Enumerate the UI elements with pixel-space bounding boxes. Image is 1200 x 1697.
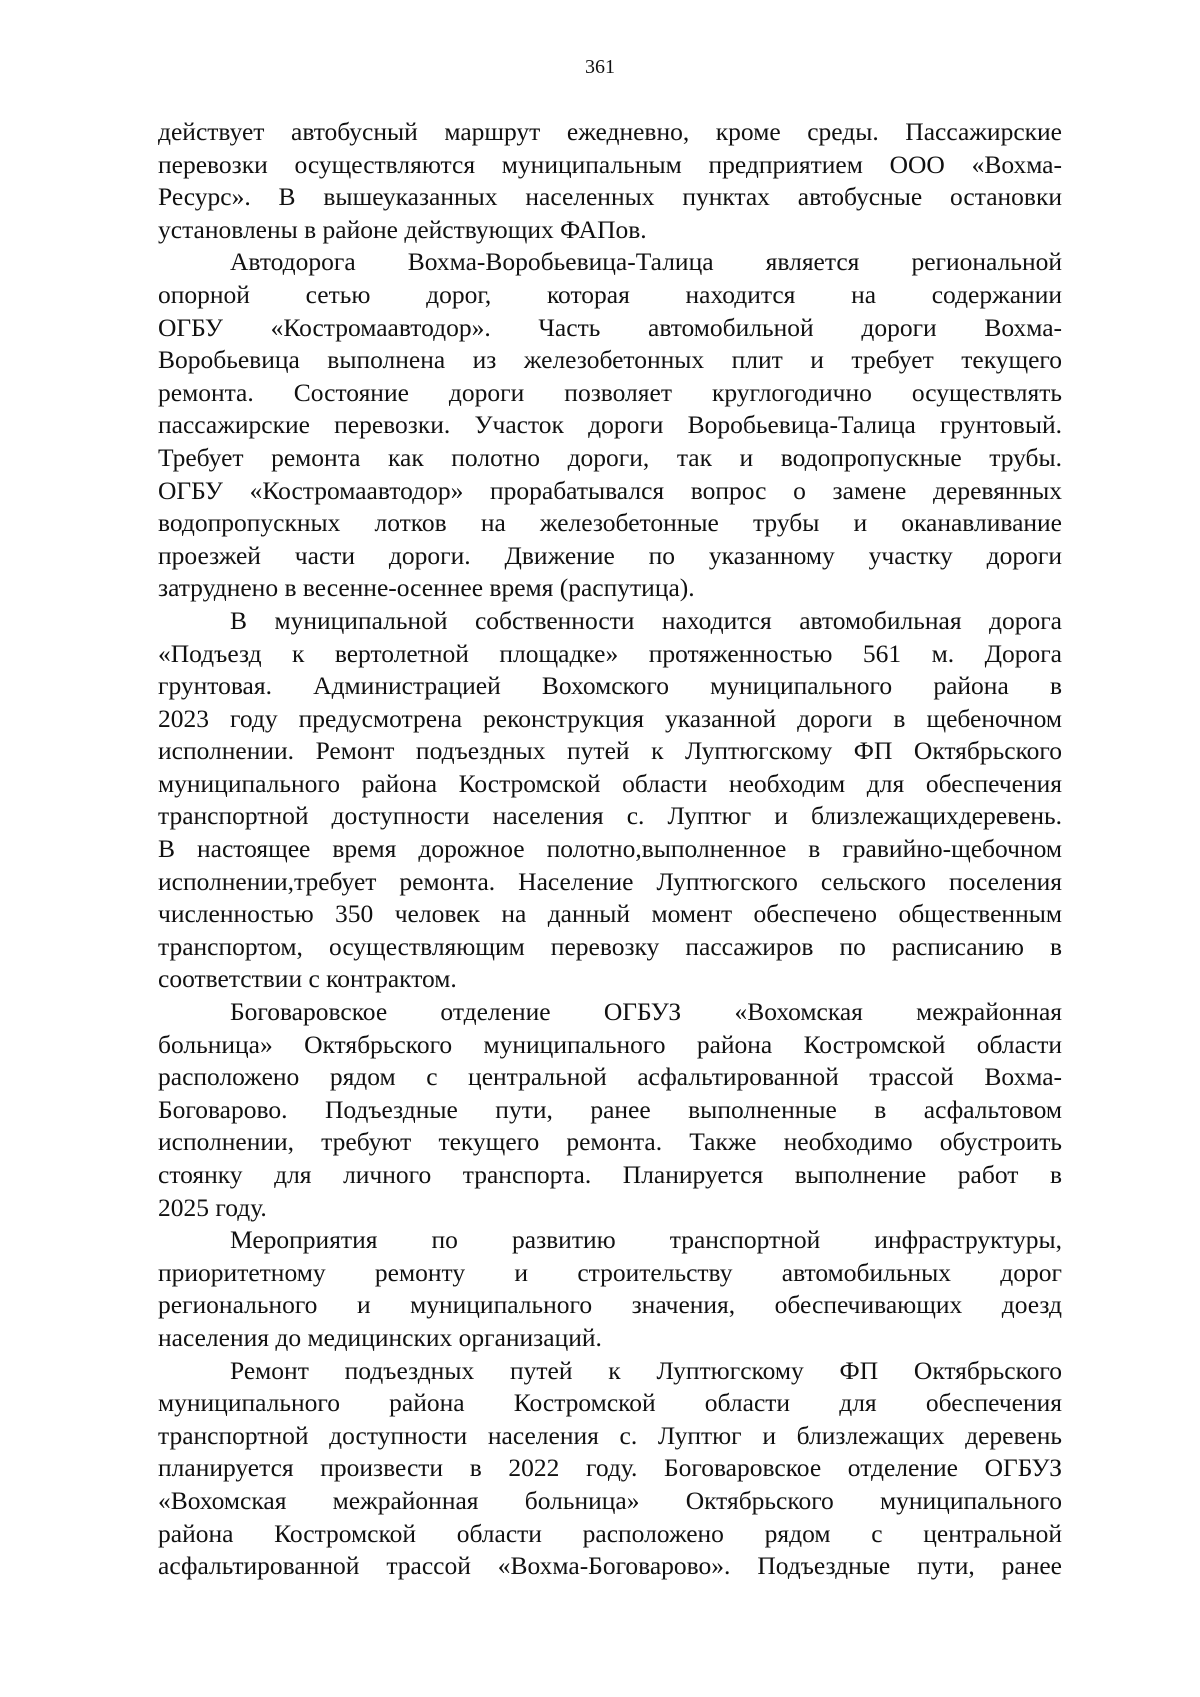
text-line: численностью 350 человек на данный момент обеспечено общественным (158, 899, 1062, 929)
text-line: приоритетному ремонту и строительству автомобильных дорог (158, 1257, 1062, 1287)
text-line: стоянку для личного транспорта. Планируется выполнение работ в (158, 1160, 1062, 1189)
text-line: Боговаровское отделение ОГБУЗ «Вохомская межрайонная (230, 997, 1062, 1027)
text-line: перевозки осуществляются муниципальным предприятием ООО «Вохма- (158, 149, 1062, 179)
paragraph (158, 605, 1062, 996)
text-line: планируется произвести в 2022 году. Боговаровское отделение ОГБУЗ (158, 1453, 1062, 1483)
document-body (158, 116, 1062, 1583)
text-line: населения до медицинских организаций. (158, 1322, 602, 1352)
paragraph (158, 246, 1062, 605)
text-line: Мероприятия по развитию транспортной инфраструктуры, (230, 1225, 1062, 1255)
text-line: опорной сетью дорог, которая находится на содержании (158, 279, 1062, 309)
text-line: Боговарово. Подъездные пути, ранее выполненные в асфальтовом (158, 1094, 1062, 1124)
text-line: 2025 году. (158, 1192, 267, 1222)
text-line: Автодорога Вохма-Воробьевица-Талица является региональной (230, 247, 1062, 277)
text-line: исполнении, требуют текущего ремонта. Также необходимо обустроить (158, 1127, 1062, 1157)
text-line: В муниципальной собственности находится автомобильная дорога (230, 605, 1062, 635)
page-number: 361 (585, 56, 615, 78)
text-line: Ресурс». В вышеуказанных населенных пунктах автобусные остановки (158, 182, 1062, 212)
text-line: расположено рядом с центральной асфальтированной трассой Вохма- (158, 1062, 1062, 1092)
text-line: исполнении,требует ремонта. Население Луптюгского сельского поселения (158, 866, 1062, 896)
text-line: В настоящее время дорожное полотно,выполненное в гравийно-щебочном (158, 834, 1062, 864)
text-line: установлены в районе действующих ФАПов. (158, 214, 647, 244)
text-line: затруднено в весенне-осеннее время (распутица). (158, 573, 695, 603)
paragraph (158, 996, 1062, 1224)
text-line: транспортной доступности населения с. Луптюг и близлежащихдеревень. (158, 801, 1062, 831)
text-line: действует автобусный маршрут ежедневно, кроме среды. Пассажирские (158, 117, 1062, 146)
text-line: ОГБУ «Костромаавтодор» прорабатывался вопрос о замене деревянных (158, 475, 1062, 505)
text-line: ОГБУ «Костромаавтодор». Часть автомобильной дороги Вохма- (158, 312, 1062, 342)
text-line: 2023 году предусмотрена реконструкция указанной дороги в щебеночном (158, 703, 1062, 733)
text-line: грунтовая. Администрацией Вохомского муниципального района в (158, 671, 1062, 701)
paragraph (158, 1355, 1062, 1583)
text-line: транспортной доступности населения с. Луптюг и близлежащих деревень (158, 1420, 1062, 1450)
text-line: соответствии с контрактом. (158, 964, 457, 994)
text-line: пассажирские перевозки. Участок дороги Воробьевица-Талица грунтовый. (158, 410, 1062, 440)
text-line: муниципального района Костромской области для обеспечения (158, 1388, 1062, 1418)
text-line: муниципального района Костромской области необходим для обеспечения (158, 768, 1062, 798)
text-line: транспортом, осуществляющим перевозку пассажиров по расписанию в (158, 931, 1062, 961)
text-line: Требует ремонта как полотно дороги, так и водопропускные трубы. (158, 442, 1062, 472)
text-line: «Вохомская межрайонная больница» Октябрьского муниципального (158, 1485, 1062, 1515)
text-line: проезжей части дороги. Движение по указанному участку дороги (158, 540, 1062, 570)
text-line: района Костромской области расположено рядом с центральной (158, 1518, 1062, 1548)
paragraph (158, 1224, 1062, 1354)
text-line: исполнении. Ремонт подъездных путей к Луптюгскому ФП Октябрьского (158, 736, 1062, 766)
text-line: водопропускных лотков на железобетонные трубы и оканавливание (158, 508, 1062, 538)
text-line: асфальтированной трассой «Вохма-Боговарово». Подъездные пути, ранее (158, 1551, 1062, 1581)
text-line: «Подъезд к вертолетной площадке» протяженностью 561 м. Дорога (158, 638, 1062, 668)
text-line: регионального и муниципального значения, обеспечивающих доезд (158, 1290, 1062, 1320)
text-line: ремонта. Состояние дороги позволяет круглогодично осуществлять (158, 377, 1062, 407)
text-line: Ремонт подъездных путей к Луптюгскому ФП Октябрьского (230, 1355, 1062, 1385)
text-line: Воробьевица выполнена из железобетонных плит и требует текущего (158, 345, 1062, 375)
paragraph (158, 116, 1062, 246)
text-line: больница» Октябрьского муниципального района Костромской области (158, 1029, 1062, 1059)
